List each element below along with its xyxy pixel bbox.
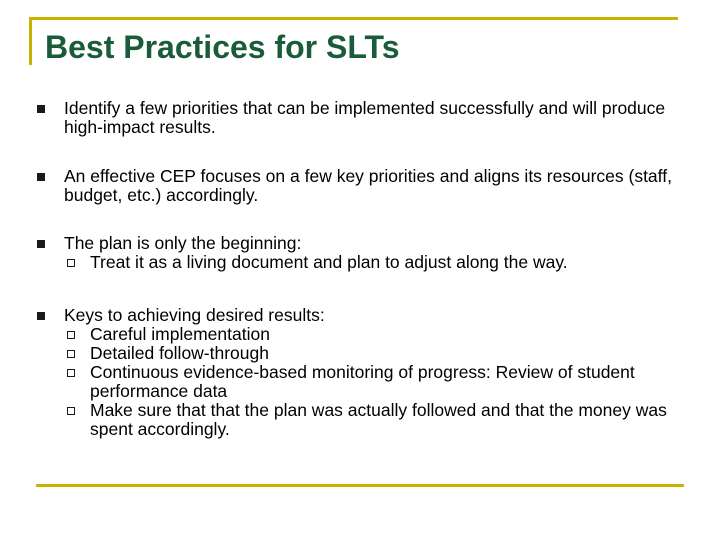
bullet-content xyxy=(64,234,694,272)
sub-item-text: Detailed follow-through xyxy=(90,343,269,363)
bullet-content xyxy=(64,306,694,439)
sub-item-text: Treat it as a living document and plan to adjust along the way. xyxy=(90,252,568,272)
slide-title: Best Practices for SLTs xyxy=(45,29,400,65)
bullet-text: An effective CEP focuses on a few key priorities and aligns its resources (staff, budget, etc.) accordingly. xyxy=(64,166,672,205)
hollow-square-bullet-icon xyxy=(67,407,75,415)
bullet-text: The plan is only the beginning: xyxy=(64,233,302,253)
square-bullet-icon xyxy=(37,173,45,181)
hollow-square-bullet-icon xyxy=(67,350,75,358)
sub-item-text: Continuous evidence-based monitoring of progress: Review of student performance data xyxy=(90,362,635,401)
square-bullet-icon xyxy=(37,240,45,248)
bullet-text: Keys to achieving desired results: xyxy=(64,305,325,325)
sub-item-1 xyxy=(64,325,694,344)
sub-item-2 xyxy=(64,344,694,363)
square-bullet-icon xyxy=(37,312,45,320)
sub-item-text: Careful implementation xyxy=(90,324,270,344)
bottom-divider xyxy=(36,484,684,487)
bullet-text: Identify a few priorities that can be implemented successfully and will produce high-impact results. xyxy=(64,98,666,137)
square-bullet-icon xyxy=(37,105,45,113)
sub-item-text: Make sure that that the plan was actually followed and that the money was spent accordingly. xyxy=(90,400,667,439)
hollow-square-bullet-icon xyxy=(67,331,75,339)
sub-item-3 xyxy=(64,363,694,401)
hollow-square-bullet-icon xyxy=(67,259,75,267)
hollow-square-bullet-icon xyxy=(67,369,75,377)
sub-item-4 xyxy=(64,401,694,439)
sub-item-1 xyxy=(64,253,694,272)
